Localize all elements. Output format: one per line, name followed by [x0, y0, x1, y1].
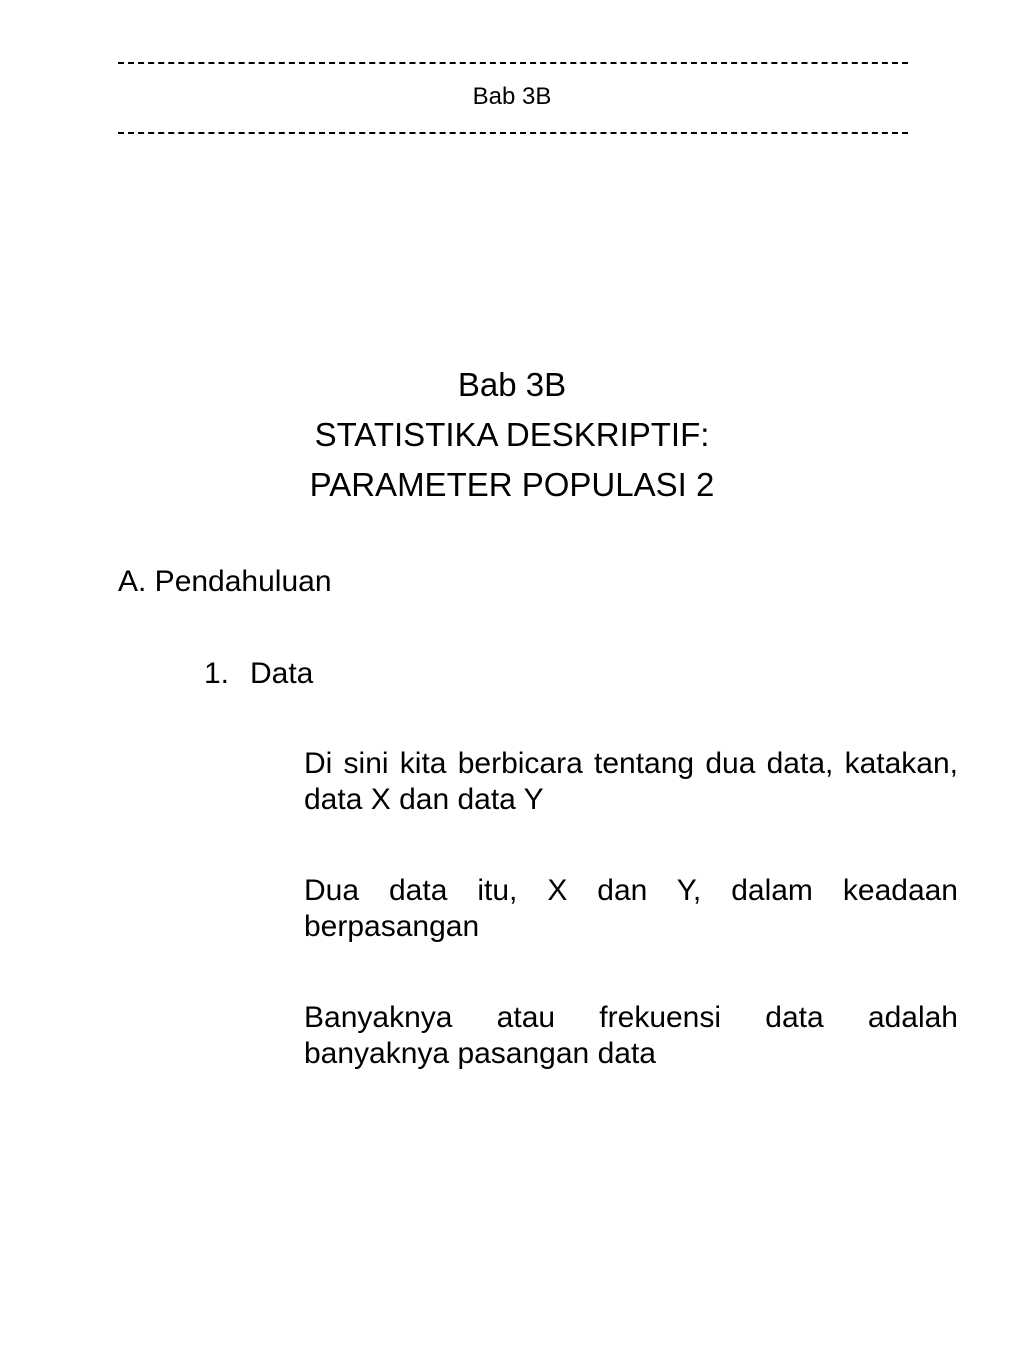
subsection-title: Data — [250, 657, 314, 690]
running-header: Bab 3B — [472, 83, 552, 110]
subsection-number: 1. — [204, 657, 230, 690]
paragraph-2: Dua data itu, X dan Y, dalam keadaan berpasangan — [304, 874, 958, 943]
chapter-title-line-1: STATISTIKA DESKRIPTIF: — [314, 416, 710, 453]
section-heading: A. Pendahuluan — [118, 565, 332, 598]
paragraph-1: Di sini kita berbicara tentang dua data, katakan, data X dan data Y — [304, 747, 958, 816]
chapter-number: Bab 3B — [457, 366, 567, 403]
header-rule-top — [118, 62, 908, 64]
subsection-heading — [204, 654, 313, 694]
paragraph-3: Banyaknya atau frekuensi data adalah banyaknya pasangan data — [304, 1001, 958, 1070]
header-rule-bottom — [118, 132, 908, 134]
chapter-title-block — [0, 360, 1024, 510]
chapter-title-line-2: PARAMETER POPULASI 2 — [309, 466, 715, 503]
